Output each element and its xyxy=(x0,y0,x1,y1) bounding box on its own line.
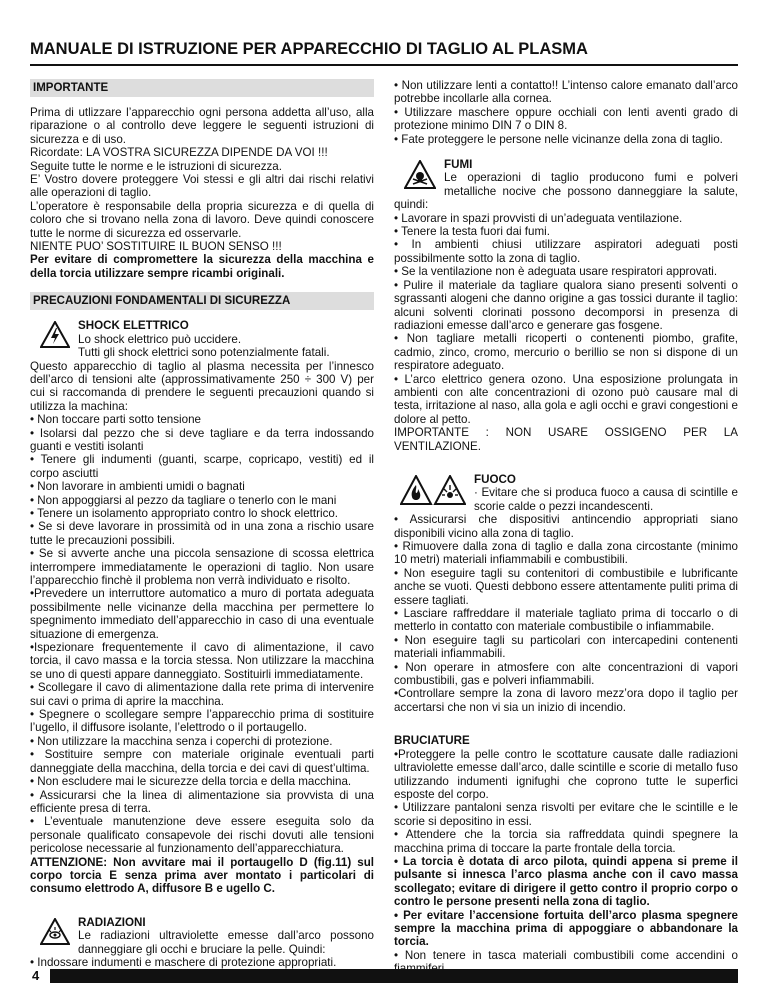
bruciature-line: • Utilizzare pantaloni senza risvolti per evitare che le scintille e le scorie si depositino in essi. xyxy=(394,801,738,828)
fumi-line: • Tenere la testa fuori dai fumi. xyxy=(394,225,550,239)
fuoco-line: • Non eseguire tagli su particolari con intercapedini contenenti materiali infiammabili. xyxy=(394,633,738,661)
electric-shock-warning-icon xyxy=(40,321,70,348)
footer-bar xyxy=(30,969,738,983)
shock-line: • Tenere gli indumenti (guanti, scarpe, copricapo, vestiti) ed il corpo asciutti xyxy=(30,453,374,480)
shock-attention: ATTENZIONE: Non avvitare mai il portaugello D (fig.11) sul corpo torcia E senza prima aver montato i particolari di consumo elettrodo A, diffusore B e ugello C. xyxy=(30,855,374,896)
bruciature-line: • Attendere che la torcia sia raffreddata quindi spegnere la macchina prima di toccare la parte frontale della torcia. xyxy=(394,828,738,855)
shock-line: •Ispezionare frequentemente il cavo di alimentazione, il cavo torcia, il cavo massa e la torcia stessa. Non utilizzare la macchina se uno di questi appare danneggiato. Sostituirli immediatamente. xyxy=(30,641,374,681)
shock-line: • Sostituire sempre con materiale originale eventuali parti danneggiate della macchina, della torcia e dei cavi di quest’ultima. xyxy=(30,748,374,775)
shock-intro: Lo shock elettrico può uccidere. xyxy=(78,332,242,346)
importante-bold-line: Per evitare di compromettere la sicurezza della macchina e della torcia utilizzare sempre ricambi originali. xyxy=(30,253,374,280)
shock-line: • Non utilizzare la macchina senza i coperchi di protezione. xyxy=(30,734,333,748)
fumi-intro: Le operazioni di taglio producono fumi e polveri metalliche nocive che possono danneggiare la salute, quindi: xyxy=(394,171,738,212)
importante-line: NIENTE PUO’ SOSTITUIRE IL BUON SENSO !!! xyxy=(30,240,282,254)
bruciature-bold-line: • La torcia è dotata di arco pilota, quindi appena si preme il pulsante si innesca l’arco plasma anche con il cavo massa scollegato; evitare di dirigere il getto contro il proprio corpo o contro le persone presenti nella zona di taglio. xyxy=(394,854,738,909)
bruciature-bold-line: • Per evitare l’accensione fortuita dell’arco plasma spegnere sempre la macchina prima di appoggiare o abbandonare la torcia. xyxy=(394,908,738,949)
bruciature-line: •Proteggere la pelle contro le scottature causate dalle radiazioni ultraviolette emesse dall’arco, dalle scintille e scorie di metallo fuso utilizzando indumenti ignifughi che coprono tutte le superfici esposte del corpo. xyxy=(394,747,738,801)
radiazioni-intro: Le radiazioni ultraviolette emesse dall’arco possono danneggiare gli occhi e bruciare la pelle. Quindi: xyxy=(78,929,374,956)
radiazioni-line: • Non utilizzare lenti a contatto!! L’intenso calore emanato dall’arco potrebbe incollarle alla cornea. xyxy=(394,79,738,106)
fumi-line: • Se la ventilazione non è adeguata usare respiratori approvati. xyxy=(394,265,718,279)
bruciature-heading: BRUCIATURE xyxy=(394,734,470,748)
toxic-fumes-warning-icon xyxy=(404,160,436,189)
radiation-warning-icon xyxy=(40,918,70,945)
shock-line: • Spegnere o scollegare sempre l’apparecchio prima di sostituire l’ugello, il diffusore isolante, l’elettrodo o il portaugello. xyxy=(30,708,374,735)
shock-line: • Non escludere mai le sicurezze della torcia e della macchina. xyxy=(30,775,352,789)
shock-line: • Isolarsi dal pezzo che si deve tagliare e da terra indossando guanti e vestiti isolanti xyxy=(30,426,374,453)
fumi-heading: FUMI xyxy=(444,158,473,172)
shock-intro: Tutti gli shock elettrici sono potenzialmente fatali. xyxy=(78,346,330,360)
importante-line: L’operatore è responsabile della propria sicurezza e di quella di coloro che si trovano nella zona di lavoro. Deve quindi conoscere tutte le norme di sicurezza ed osservarle. xyxy=(30,199,374,240)
fuoco-line: • Non operare in atmosfere con alte concentrazioni di vapori combustibili, gas e polveri infiammabili. xyxy=(394,660,738,688)
shock-line: •Prevedere un interruttore automatico a muro di portata adeguata possibilmente nelle vicinanze della macchina per permettere lo spegnimento immediato dell’apparecchio in caso di una eventuale situazione di emergenza. xyxy=(30,587,374,641)
fuoco-intro: · Evitare che si produca fuoco a causa di scintille e scorie calde o pezzi incandescenti. xyxy=(474,486,738,513)
precauzioni-heading: PRECAUZIONI FONDAMENTALI DI SICUREZZA xyxy=(30,292,374,310)
shock-line: • Se si avverte anche una piccola sensazione di scossa elettrica interrompere immediatamente le operazioni di taglio. Non usare l’apparecchio finchè il problema non verrà individuato e risolto. xyxy=(30,547,374,587)
shock-line: • Se si deve lavorare in prossimità od in una zona a rischio usare tutte le precauzioni possibili. xyxy=(30,520,374,547)
shock-section xyxy=(30,319,374,359)
fire-explosion-warning-icon xyxy=(400,475,466,505)
radiazioni-line: • Indossare indumenti e maschere di protezione appropriati. xyxy=(30,955,337,969)
fumi-line: • Pulire il materiale da tagliare qualora siano presenti solventi o sgrassanti alogeni che danno origine a gas tossici durante il taglio: alcuni solventi clorinati possono decomporsi in presenza di radiazioni emesse dall’arco e generare gas fosgene. xyxy=(394,278,738,332)
shock-line: • Non appoggiarsi al pezzo da tagliare o tenerlo con le mani xyxy=(30,493,337,507)
fumi-section xyxy=(394,158,738,212)
fumi-line: • Lavorare in spazi provvisti di un’adeguata ventilazione. xyxy=(394,211,683,225)
fuoco-line: • Lasciare raffreddare il materiale tagliato prima di toccarlo o di metterlo in contatto con materiale combustibile o infiammabile. xyxy=(394,607,738,634)
fuoco-heading: FUOCO xyxy=(474,472,516,486)
fuoco-section xyxy=(394,473,738,540)
shock-line: • Scollegare il cavo di alimentazione dalla rete prima di intervenire sui cavi o prima di aprire la macchina. xyxy=(30,681,374,708)
radiazioni-line: • Fate proteggere le persone nelle vicinanze della zona di taglio. xyxy=(394,132,723,146)
page-number: 4 xyxy=(32,968,40,983)
radiazioni-section xyxy=(30,916,374,956)
importante-line: Seguite tutte le norme e le istruzioni di sicurezza. xyxy=(30,159,282,173)
left-column xyxy=(30,79,374,969)
page-number-box xyxy=(30,969,50,983)
shock-line: • Assicurarsi che la linea di alimentazione sia provvista di una efficiente presa di terra. xyxy=(30,788,374,815)
fuoco-intro: • Assicurarsi che dispositivi antincendio appropriati siano disponibili vicino alla zona di taglio. xyxy=(394,513,738,540)
importante-line: E’ Vostro dovere proteggere Voi stessi e gli altri dai rischi relativi alle operazioni di taglio. xyxy=(30,173,374,200)
fumi-line: • L’arco elettrico genera ozono. Una esposizione prolungata in ambienti con alte concentrazioni di ozono può causare mal di testa, irritazione al naso, alla gola e agli occhi e gravi congestioni e dolore al petto. xyxy=(394,372,738,426)
importante-line: Ricordate: LA VOSTRA SICUREZZA DIPENDE DA VOI !!! xyxy=(30,146,328,160)
right-column xyxy=(394,79,738,976)
shock-heading: SHOCK ELETTRICO xyxy=(78,319,189,333)
fumi-line: IMPORTANTE : NON USARE OSSIGENO PER LA VENTILAZIONE. xyxy=(394,426,738,453)
importante-heading: IMPORTANTE xyxy=(30,79,374,97)
page-title: MANUALE DI ISTRUZIONE PER APPARECCHIO DI TAGLIO AL PLASMA xyxy=(30,40,588,58)
radiazioni-line: • Utilizzare maschere oppure occhiali con lenti aventi grado di protezione minimo DIN 7 o DIN 8. xyxy=(394,105,738,133)
fuoco-line: • Rimuovere dalla zona di taglio e dalla zona circostante (minimo 10 metri) materiali infiammabili e combustibili. xyxy=(394,540,738,567)
fumi-line: • In ambienti chiusi utilizzare aspiratori adeguati posti possibilmente sotto la zona di taglio. xyxy=(394,238,738,265)
fuoco-line: •Controllare sempre la zona di lavoro mezz’ora dopo il taglio per accertarsi che non vi sia un inizio di incendio. xyxy=(394,687,738,714)
bruciature-last-line: • Non tenere in tasca materiali combustibili come accendini o xyxy=(394,948,738,962)
shock-line: • Non lavorare in ambienti umidi o bagnati xyxy=(30,480,245,494)
title-rule xyxy=(30,64,738,66)
shock-line: • Tenere un isolamento appropriato contro lo shock elettrico. xyxy=(30,506,339,520)
fumi-line: • Non tagliare metalli ricoperti o contenenti piombo, grafite, cadmio, zinco, cromo, mercurio o berillio se non si dispone di un respiratore adeguato. xyxy=(394,332,738,373)
radiazioni-heading: RADIAZIONI xyxy=(78,915,146,929)
importante-line: Prima di utlizzare l’apparecchio ogni persona addetta all’uso, alla riparazione o al controllo deve leggere le seguenti istruzioni di sicurezza e di uso. xyxy=(30,106,374,146)
shock-line: • Non toccare parti sotto tensione xyxy=(30,413,201,427)
shock-line: Questo apparecchio di taglio al plasma necessita per l’innesco dell’arco di tensioni alte (approssimativamente 250 ÷ 300 V) per cui si raccomanda di prendere le seguenti precauzioni quando si utilizza la machina: xyxy=(30,359,374,413)
shock-line: • L’eventuale manutenzione deve essere eseguita solo da personale qualificato consapevole dei rischi dovuti alle tensioni pericolose necessarie al funzionamento dell’apparecchiatura. xyxy=(30,815,374,856)
fuoco-line: • Non eseguire tagli su contenitori di combustibile e lubrificante anche se vuoti. Questi debbono essere attentamente puliti prima di essere tagliati. xyxy=(394,566,738,607)
